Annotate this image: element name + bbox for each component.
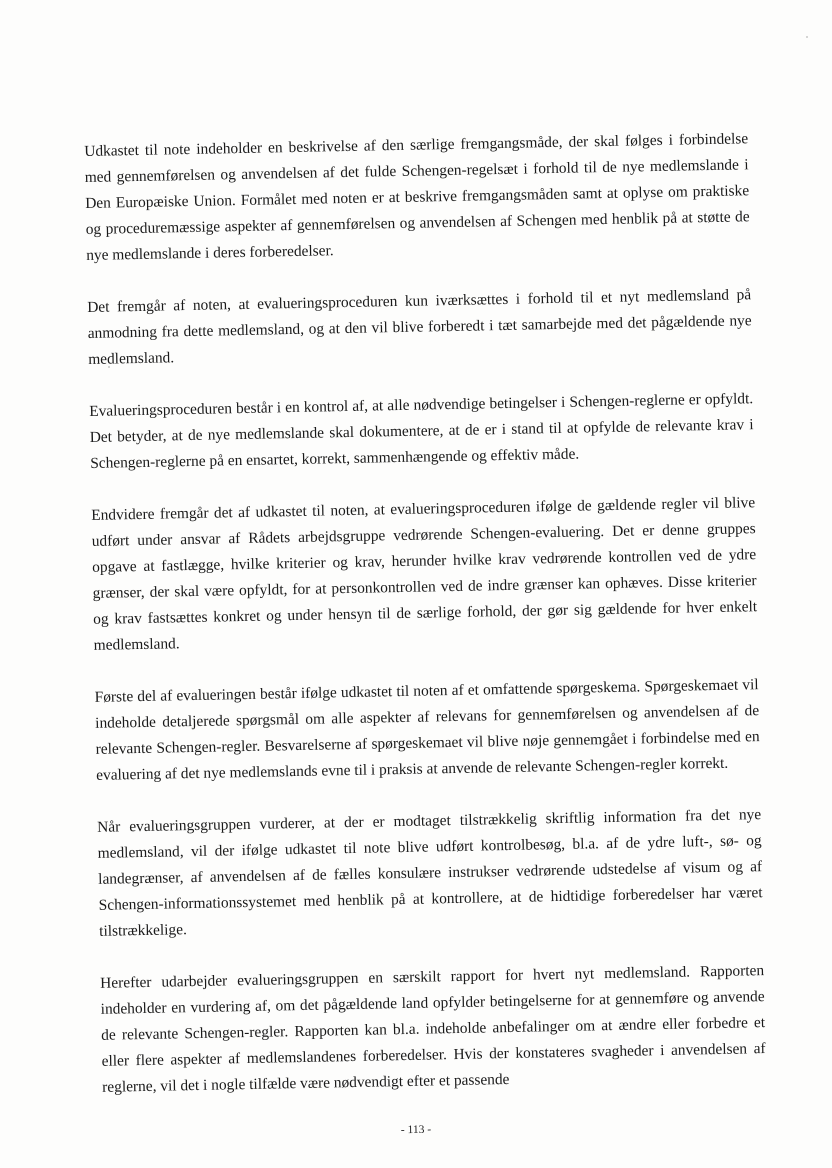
paragraph-5: Første del af evalueringen består ifølge udkastet til noten af et omfattende spørgeskema. Spørgeskemaet vil indeholde detaljerede spørgsmål om alle aspekter af relevans for gennemførelsen og anvendelsen af de relevante Schengen-regler. Besvarelserne af spørgeskemaet vil blive nøje gennemgået i forbindelse med en evaluering af det nye medlemslands evne til i praksis at anvende de relevante Schengen-regler korrekt.: [94, 676, 760, 784]
paragraph-6: Når evalueringsgruppen vurderer, at der er modtaget tilstrækkelig skriftlig information fra det nye medlemsland, vil der ifølge udkastet til note blive udført kontrolbesøg, bl.a. af de ydre luft-, sø- og landegrænser, af anvendelsen af de fælles konsulære instrukser vedrørende udstedelse af visum og af Schengen-informationssystemet med henblik på at kontrollere, at de hidtidige forberedelser har været tilstrækkelige.: [97, 806, 763, 940]
paragraph-2: Det fremgår af noten, at evalueringsproceduren kun iværksættes i forhold til et nyt medlemsland på anmodning fra dette medlemsland, og at den vil blive forberedt i tæt samarbejde med det pågældende nye medlemsland.: [87, 286, 752, 368]
paragraph-4: Endvidere fremgår det af udkastet til noten, at evalueringsproceduren ifølge de gældende regler vil blive udført under ansvar af Rådets arbejdsgruppe vedrørende Schengen-evaluering. Det er denne gruppes opgave at fastlægge, hvilke kriterier og krav, herunder hvilke krav vedrørende kontrollen ved de ydre grænser, der skal være opfyldt, for at personkontrollen ved de indre grænser kan ophæves. Disse kriterier og krav fastsættes konkret og under hensyn til de særlige forhold, der gør sig gældende for hver enkelt medlemsland.: [91, 494, 758, 654]
scan-speck: [806, 36, 808, 38]
page-number: - 113 -: [400, 1123, 432, 1137]
paragraph-7: Herefter udarbejder evalueringsgruppen en særskilt rapport for hvert nyt medlemsland. Rapporten indeholder en vurdering af, om det pågældende land opfylder betingelserne for at gennemføre og anvende de relevante Schengen-regler. Rapporten kan bl.a. indeholde anbefalinger om at ændre eller forbedre et eller flere aspekter af medlemslandenes forberedelser. Hvis der konstateres svagheder i anvendelsen af reglerne, vil det i nogle tilfælde være nødvendigt efter et passende: [100, 962, 766, 1096]
document-body: [84, 126, 767, 1127]
paragraph-3: Evalueringsproceduren består i en kontrol af, at alle nødvendige betingelser i Schengen-reglerne er opfyldt. Det betyder, at de nye medlemslande skal dokumentere, at de er i stand til at opfylde de relevante krav i Schengen-reglerne på en ensartet, korrekt, sammenhængende og effektiv måde.: [89, 390, 754, 472]
paragraph-1: Udkastet til note indeholder en beskrivelse af den særlige fremgangsmåde, der skal følges i forbindelse med gennemførelsen og anvendelsen af det fulde Schengen-regelsæt i forhold til de nye medlemslande i Den Europæiske Union. Formålet med noten er at beskrive fremgangsmåden samt at oplyse om praktiske og proceduremæssige aspekter af gennemførelsen og anvendelsen af Schengen med henblik på at støtte de nye medlemslande i deres forberedelser.: [84, 130, 750, 264]
